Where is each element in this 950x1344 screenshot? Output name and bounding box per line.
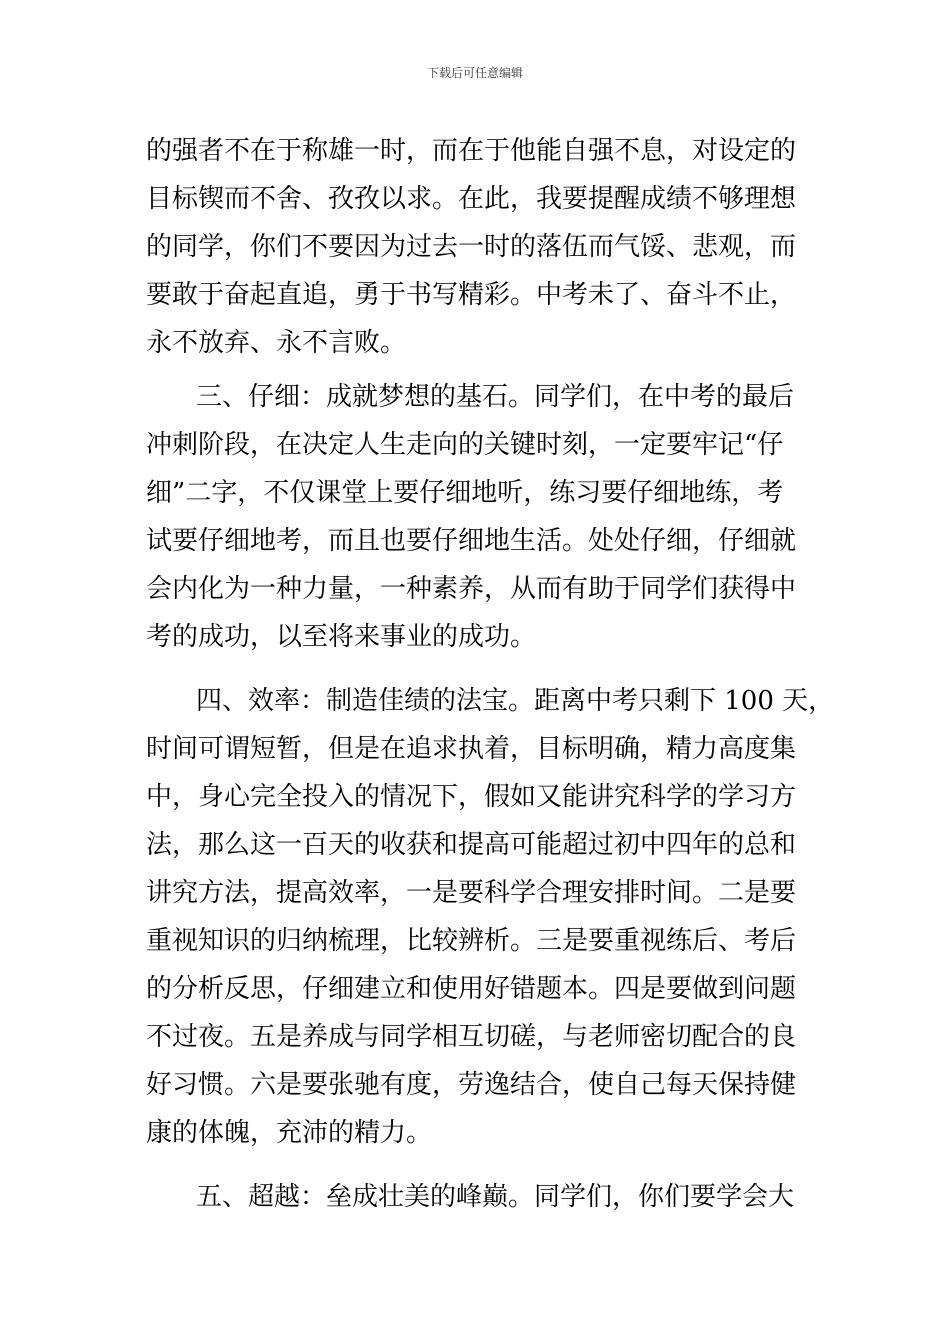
text-line: 要敢于奋起直追，勇于书写精彩。中考未了、奋斗不止， [146, 280, 797, 310]
text-line: 目标锲而不舍、孜孜以求。在此，我要提醒成绩不够理想 [146, 184, 797, 214]
text-line: 不过夜。五是养成与同学相互切磋，与老师密切配合的良 [146, 1022, 797, 1052]
text-line: 细”二字，不仅课堂上要仔细地听，练习要仔细地练，考 [146, 478, 784, 508]
text-line: 的同学，你们不要因为过去一时的落伍而气馁、悲观，而 [146, 232, 797, 262]
text-line: 时间可谓短暂，但是在追求执着，目标明确，精力高度集 [146, 734, 797, 764]
page-header: 下载后可任意编辑 [426, 66, 523, 80]
text-line: 好习惯。六是要张驰有度，劳逸结合，使自己每天保持健 [146, 1070, 797, 1100]
text-line: 中，身心完全投入的情况下，假如又能讲究科学的学习方 [146, 782, 797, 812]
text-line: 试要仔细地考，而且也要仔细地生活。处处仔细，仔细就 [146, 526, 797, 556]
text-line: 法，那么这一百天的收获和提高可能超过初中四年的总和 [146, 830, 797, 860]
text-line: 会内化为一种力量，一种素养，从而有助于同学们获得中 [146, 574, 797, 604]
paragraph-start-line: 三、仔细：成就梦想的基石。同学们，在中考的最后 [196, 382, 795, 412]
text-line: 永不放弃、永不言败。 [146, 328, 407, 358]
text-line: 讲究方法，提高效率，一是要科学合理安排时间。二是要 [146, 878, 797, 908]
paragraph-start-line: 四、效率：制造佳绩的法宝。距离中考只剩下 100 天， [196, 686, 835, 716]
text-line: 的分析反思，仔细建立和使用好错题本。四是要做到问题 [146, 974, 797, 1004]
text-line: 考的成功，以至将来事业的成功。 [146, 622, 537, 652]
text-line: 重视知识的归纳梳理，比较辨析。三是要重视练后、考后 [146, 926, 797, 956]
text-line: 的强者不在于称雄一时，而在于他能自强不息，对设定的 [146, 136, 797, 166]
paragraph-start-line: 五、超越：垒成壮美的峰巅。同学们，你们要学会大 [196, 1182, 795, 1212]
text-line: 康的体魄，充沛的精力。 [146, 1118, 433, 1148]
text-line: 冲刺阶段，在决定人生走向的关键时刻，一定要牢记“仔 [146, 430, 784, 460]
